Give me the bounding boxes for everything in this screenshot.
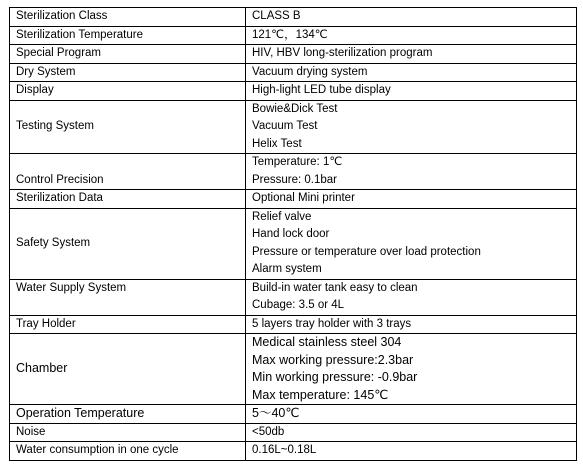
table-row [10,82,577,101]
value-line: Max temperature: 145℃ [252,387,389,402]
value-line: Relief valve [252,210,312,223]
row-label: Control Precision [10,154,246,190]
table-row [10,190,577,209]
value-line: Alarm system [252,263,322,275]
value-line: Max working pressure:2.3bar [252,352,414,367]
value-line: 0.16L~0.18L [252,444,317,456]
row-label: Water consumption in one cycle [10,442,246,461]
value-line: 5～40℃ [252,406,300,420]
value-line: 121℃，134℃ [252,28,328,41]
row-label: Sterilization Temperature [10,26,246,45]
row-label: Safety System [10,208,246,279]
table-row [10,442,577,461]
row-value [246,8,577,27]
value-line: CLASS B [252,10,301,22]
row-label: Water Supply System [10,279,246,315]
table-row [10,154,577,190]
table-row [10,63,577,82]
row-label: Testing System [10,100,246,154]
row-label: Sterilization Data [10,190,246,209]
table-row [10,26,577,45]
value-line: Pressure or temperature over load protection [252,245,481,258]
table-row [10,405,577,424]
row-label: Display [10,82,246,101]
row-label: Chamber [10,334,246,405]
row-value [246,190,577,209]
table-row [10,45,577,64]
row-value [246,208,577,279]
row-label: Special Program [10,45,246,64]
row-value [246,100,577,154]
value-line: Hand lock door [252,228,330,240]
table-row [10,208,577,279]
table-row [10,100,577,154]
row-value [246,26,577,45]
value-line: HIV, HBV long-sterilization program [252,47,433,59]
value-line: Build-in water tank easy to clean [252,281,418,294]
row-label: Tray Holder [10,315,246,334]
row-label: Operation Temperature [10,405,246,424]
table-row [10,8,577,27]
value-line: Cubage: 3.5 or 4L [252,299,345,311]
value-line: Vacuum drying system [252,65,368,78]
row-value [246,45,577,64]
row-label: Dry System [10,63,246,82]
row-value [246,423,577,442]
value-line: Optional Mini printer [252,192,355,204]
table-row [10,334,577,405]
table-row [10,315,577,334]
row-value [246,63,577,82]
row-value [246,279,577,315]
value-line: High-light LED tube display [252,84,391,96]
value-line: 5 layers tray holder with 3 trays [252,317,412,330]
row-label: Noise [10,423,246,442]
row-value [246,442,577,461]
value-line: Medical stainless steel 304 [252,335,402,349]
row-value [246,315,577,334]
specifications-table [9,7,577,461]
value-line: Vacuum Test [252,120,318,132]
row-value [246,82,577,101]
value-line: Temperature: 1℃ [252,156,343,168]
row-value [246,154,577,190]
value-line: <50db [252,425,285,438]
table-row [10,423,577,442]
row-value [246,334,577,405]
value-line: Min working pressure: -0.9bar [252,370,418,384]
row-value [246,405,577,424]
value-line: Bowie&Dick Test [252,102,338,115]
value-line: Pressure: 0.1bar [252,173,338,186]
table-row [10,279,577,315]
value-line: Helix Test [252,137,302,150]
row-label: Sterilization Class [10,8,246,27]
